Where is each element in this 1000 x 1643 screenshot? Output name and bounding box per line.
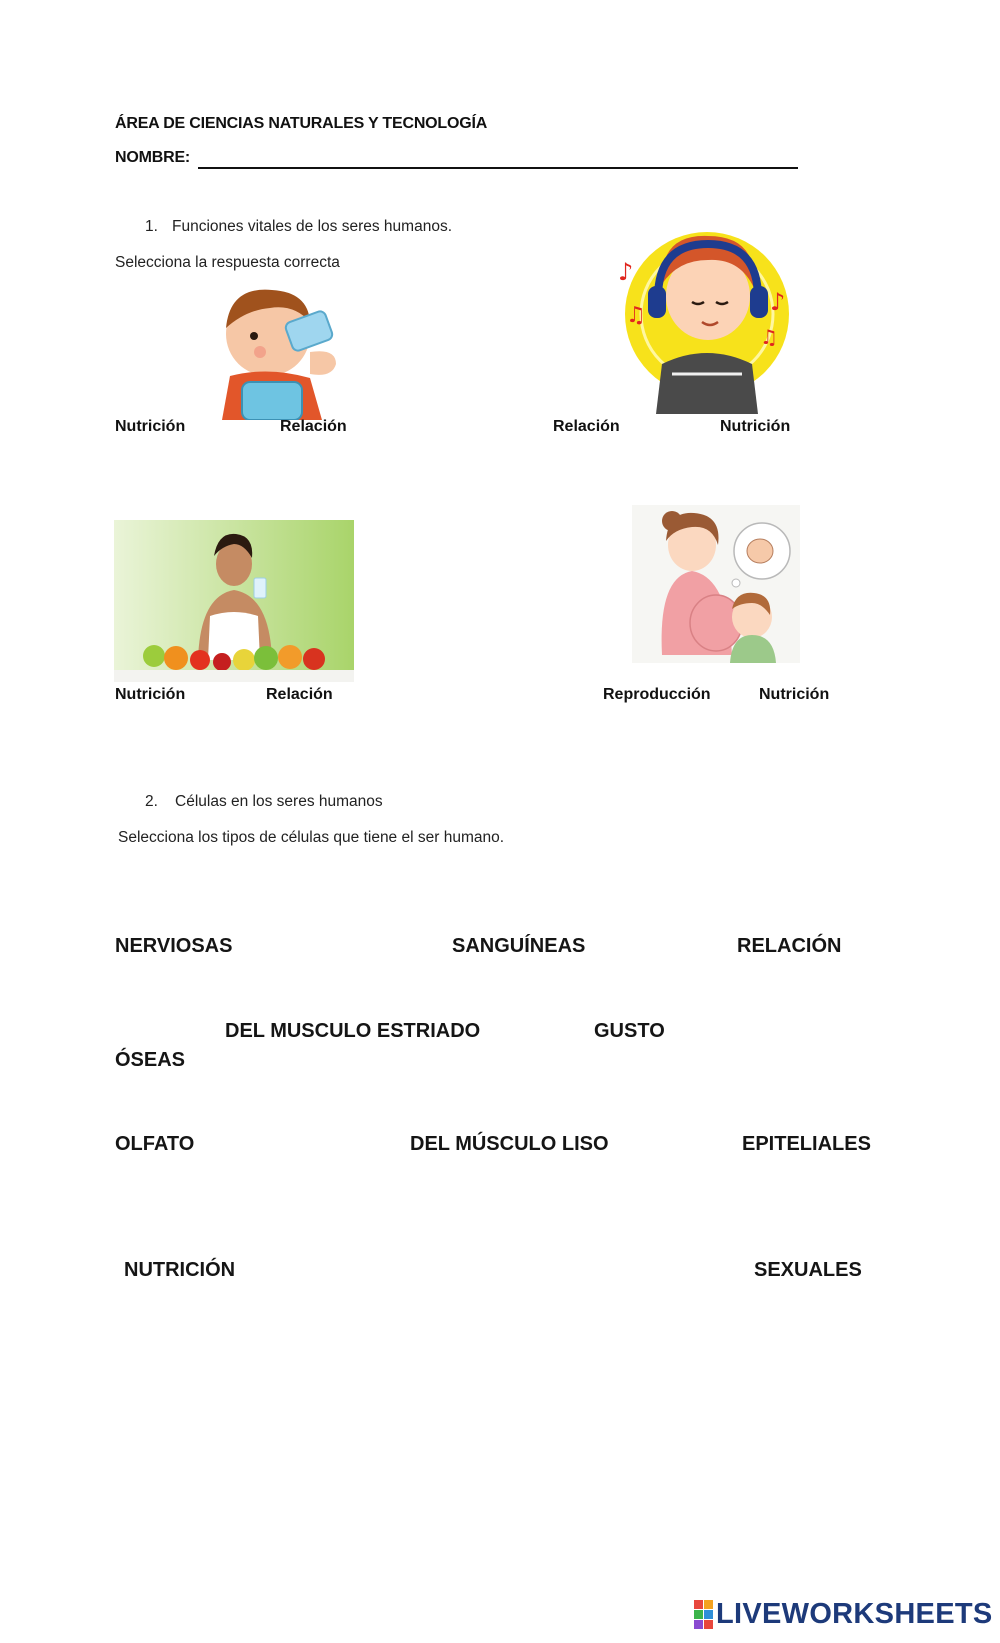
word-epiteliales[interactable]: EPITELIALES <box>742 1133 871 1155</box>
svg-text:♫: ♫ <box>760 325 778 349</box>
section2-number: 2. <box>145 793 158 810</box>
word-relacion[interactable]: RELACIÓN <box>737 935 842 957</box>
section1-number: 1. <box>145 218 158 235</box>
section2-instruction: Selecciona los tipos de células que tiene el ser humano. <box>118 829 505 846</box>
item3-option-relacion[interactable]: Relación <box>266 686 333 703</box>
item1-option-nutricion[interactable]: Nutrición <box>115 418 186 435</box>
pregnant-mother-with-child-image <box>632 505 800 663</box>
word-musculo-liso[interactable]: DEL MÚSCULO LISO <box>410 1133 609 1155</box>
logo-text: LIVEWORKSHEETS <box>716 1598 993 1630</box>
word-nerviosas[interactable]: NERVIOSAS <box>115 935 233 957</box>
word-oseas[interactable]: ÓSEAS <box>115 1049 186 1071</box>
liveworksheets-logo <box>694 1598 993 1631</box>
svg-text:♪: ♪ <box>770 288 786 316</box>
word-sanguineas[interactable]: SANGUÍNEAS <box>452 935 586 957</box>
item4-option-nutricion[interactable]: Nutrición <box>759 686 830 703</box>
name-label: NOMBRE: <box>115 149 191 166</box>
item2-option-nutricion[interactable]: Nutrición <box>720 418 791 435</box>
section1-instruction: Selecciona la respuesta correcta <box>115 254 340 271</box>
word-nutricion[interactable]: NUTRICIÓN <box>124 1259 236 1281</box>
boy-drinking-water-image <box>210 282 350 420</box>
item4-option-reproduccion[interactable]: Reproducción <box>603 686 711 703</box>
svg-text:♫: ♫ <box>626 303 646 328</box>
word-gusto[interactable]: GUSTO <box>594 1020 665 1042</box>
word-musculo-estriado[interactable]: DEL MUSCULO ESTRIADO <box>225 1020 481 1042</box>
name-field-line[interactable] <box>198 167 798 169</box>
svg-text:♪: ♪ <box>618 258 634 286</box>
item2-option-relacion[interactable]: Relación <box>553 418 620 435</box>
word-sexuales[interactable]: SEXUALES <box>754 1259 862 1281</box>
item1-option-relacion[interactable]: Relación <box>280 418 347 435</box>
woman-drinking-with-fruits-image <box>114 520 354 682</box>
boy-listening-music-image <box>612 214 800 414</box>
section2-title: Células en los seres humanos <box>175 793 383 810</box>
area-title: ÁREA DE CIENCIAS NATURALES Y TECNOLOGÍA <box>115 115 488 132</box>
logo-grid-icon <box>694 1600 713 1629</box>
section1-title: Funciones vitales de los seres humanos. <box>172 218 453 235</box>
word-olfato[interactable]: OLFATO <box>115 1133 195 1155</box>
item3-option-nutricion[interactable]: Nutrición <box>115 686 186 703</box>
